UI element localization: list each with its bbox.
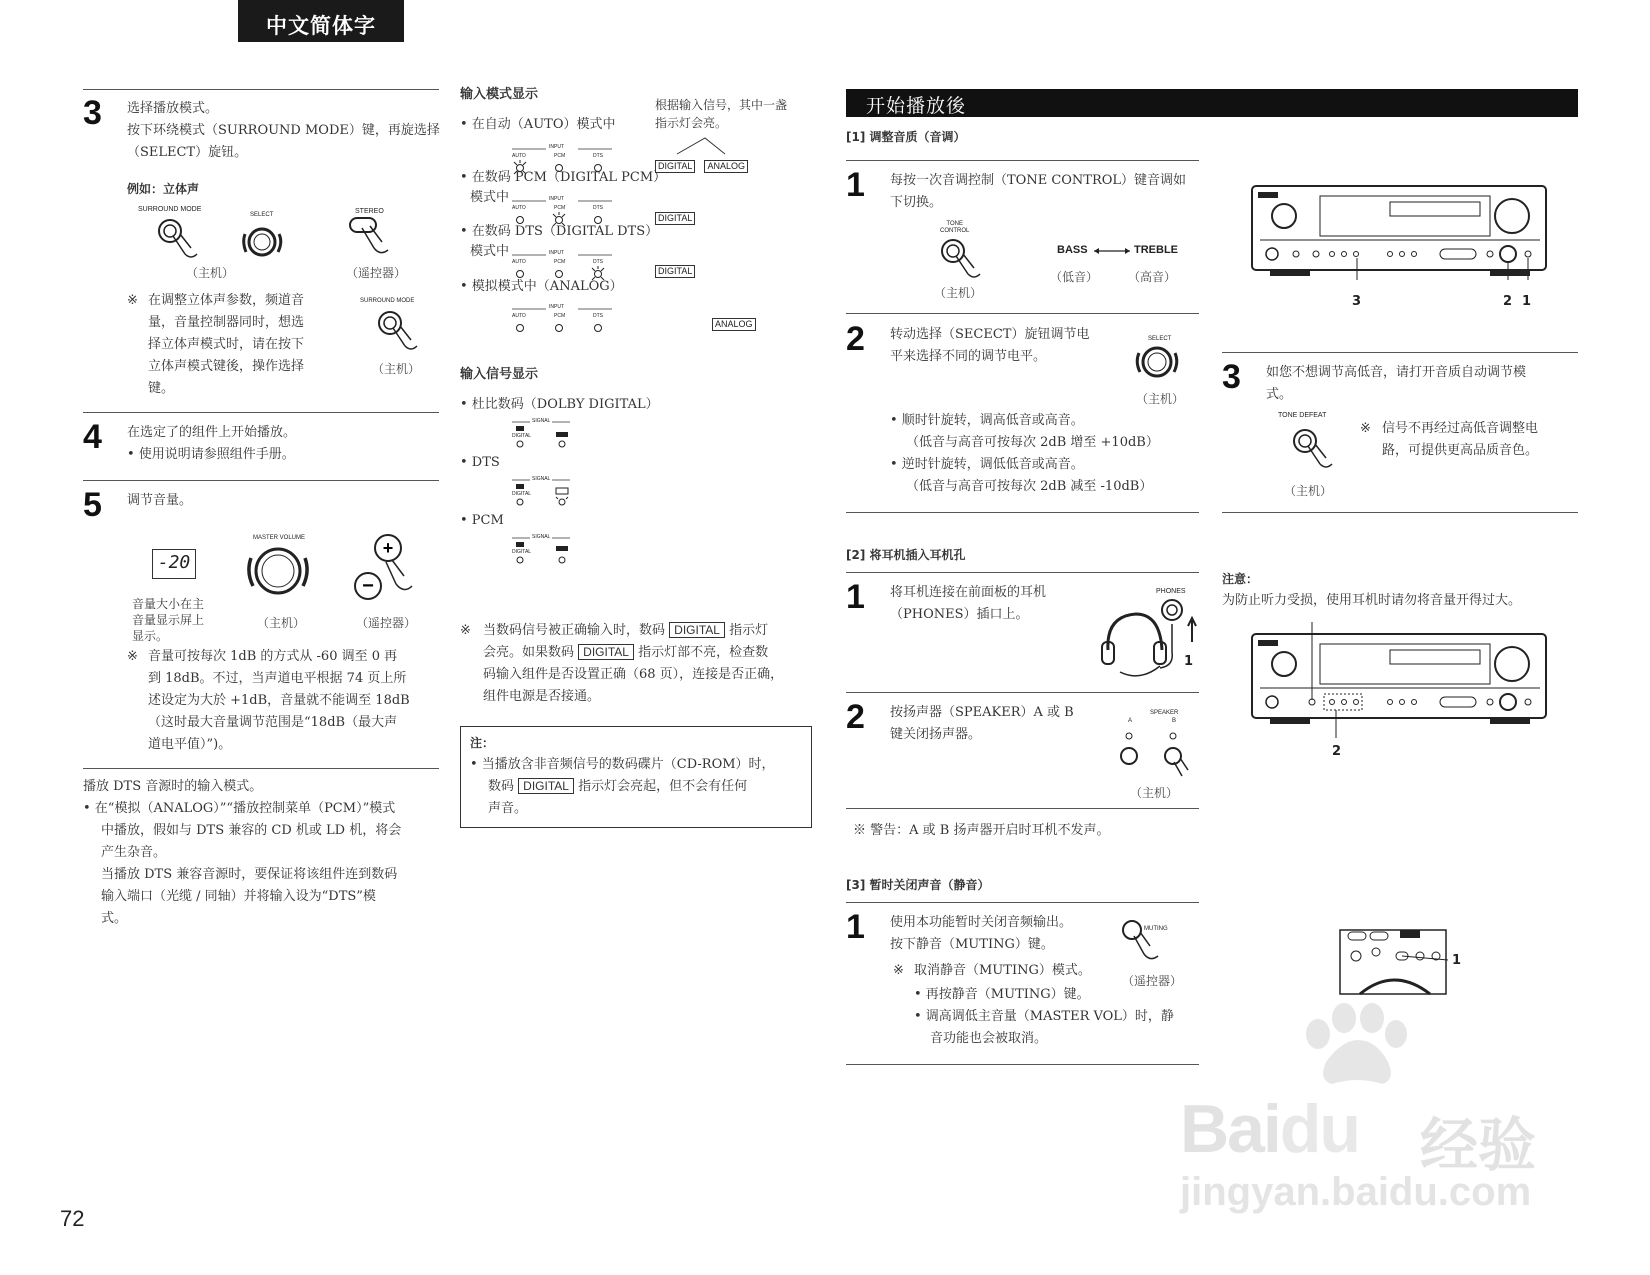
- divider: [846, 1064, 1199, 1065]
- caution-text: 为防止听力受损，使用耳机时请勿将音量开得过大。: [1222, 593, 1522, 608]
- sec1-step-2-text: 转动选择（SECECT）旋钮调节电 平来选择不同的调节电平。: [890, 327, 1090, 364]
- sec1-step-1-text: 每按一次音调控制（TONE CONTROL）键音调如 下切换。: [890, 173, 1187, 210]
- signal-pcm-label: • PCM: [460, 513, 504, 528]
- muting-note-mark: ※: [893, 963, 904, 978]
- language-tab-label: 中文简体字: [266, 14, 376, 38]
- tone-defeat-caption: （主机）: [1284, 484, 1333, 498]
- step-3-number: 3: [83, 94, 102, 132]
- treble-cn: （高音）: [1128, 270, 1177, 284]
- muting-note: 取消静音（MUTING）模式。: [914, 963, 1091, 978]
- step-5-text: 调节音量。: [127, 493, 193, 508]
- ind-dts: DTS: [593, 313, 603, 319]
- device-callout-2: 2: [1503, 294, 1513, 309]
- ind-pcm: PCM: [554, 153, 566, 159]
- step-4-text: 在选定了的组件上开始播放。 • 使用说明请参照组件手册。: [127, 425, 297, 462]
- mode-analog-tags: ANALOG: [712, 312, 756, 331]
- note-box-title: 注：: [470, 736, 495, 750]
- ind-auto: AUTO: [512, 205, 526, 211]
- ind-signal: SIGNAL: [532, 534, 551, 540]
- sec3-step-1-number: 1: [846, 908, 865, 946]
- phones-callout: 1: [1184, 654, 1194, 669]
- watermark-url: jingyan.baidu.com: [1180, 1170, 1532, 1214]
- master-volume-label: MASTER VOLUME: [253, 535, 306, 541]
- ind-input: INPUT: [549, 304, 564, 310]
- surround-mode-button-illustration: [155, 214, 215, 262]
- speaker-label: SPEAKER: [1150, 710, 1179, 716]
- stereo-note: 在调整立体声参数，频道音 量，音量控制器同时，想选 择立体声模式时，请在按下 立体声模式键後，操作选择 键。: [148, 293, 305, 396]
- example-label: 例如：立体声: [127, 182, 200, 196]
- device-callout-3: 3: [1352, 294, 1362, 309]
- ind-signal: SIGNAL: [532, 418, 551, 424]
- main-unit-caption: （主机）: [186, 266, 235, 280]
- sec2-step-1-number: 1: [846, 578, 865, 616]
- sec1-main-caption: （主机）: [934, 286, 983, 300]
- sec2-step-2-text: 按扬声器（SPEAKER）A 或 B 键关闭扬声器。: [890, 705, 1074, 742]
- volume-display-value: -20: [157, 552, 191, 573]
- ind-pcm: PCM: [554, 259, 566, 265]
- divider: [83, 89, 439, 90]
- volume-note: 音量可按每次 1dB 的方式从 -60 调至 0 再 到 18dB。不过，当声道电平根据 74 页上所 述设定为大於 +1dB，音量就不能调至 18dB （这时最大音量调节范围是“18dB（最大声 道电平值）”)。: [148, 649, 410, 752]
- sec1-title: [1] 调整音质（音调）: [846, 130, 966, 144]
- ind-dts: DTS: [593, 259, 603, 265]
- mode-analog-label: • 模拟模式中（ANALOG）: [460, 279, 623, 294]
- tone-defeat-label: TONE DEFEAT: [1278, 412, 1327, 419]
- volume-note-mark: ※: [127, 649, 138, 664]
- mode-dts-indicators: [512, 246, 622, 280]
- mode-pcm-tags: DIGITAL: [655, 206, 695, 225]
- ind-pcm: PCM: [554, 313, 566, 319]
- input-mode-title: 输入模式显示: [460, 87, 539, 102]
- master-volume-knob-illustration: [243, 540, 313, 602]
- step-5-number: 5: [83, 486, 102, 524]
- ind-digital: DIGITAL: [512, 549, 532, 555]
- sec1-step2-main-caption: （主机）: [1136, 392, 1185, 406]
- surround-mode-label: SURROUND MODE: [138, 206, 202, 213]
- ind-auto: AUTO: [512, 153, 526, 159]
- signal-dts-label: • DTS: [460, 455, 500, 470]
- sec2-title: [2] 将耳机插入耳机孔: [846, 548, 966, 562]
- volume-remote-caption: （遥控器）: [356, 616, 417, 630]
- select-label: SELECT: [250, 212, 274, 218]
- ind-input: INPUT: [549, 196, 564, 202]
- divider: [83, 412, 439, 413]
- bass-treble-arrow: [1092, 246, 1132, 256]
- device-callout-1: 1: [1522, 294, 1532, 309]
- speaker-warning: ※ 警告：A 或 B 扬声器开启时耳机不发声。: [853, 823, 1110, 838]
- sec1-step-3-number: 3: [1222, 358, 1241, 396]
- signal-dolby-label: • 杜比数码（DOLBY DIGITAL）: [460, 397, 659, 412]
- sec1-step-2-bullets: • 顺时针旋转，调高低音或高音。 （低音与高音可按每次 2dB 增至 +10dB） • 逆时针旋转，调低低音或高音。 （低音与高音可按每次 2dB 减至 -10dB）: [890, 413, 1159, 494]
- speaker-main-caption: （主机）: [1130, 786, 1179, 800]
- signal-dts-indicators: [512, 476, 572, 506]
- speaker-buttons-illustration: [1116, 726, 1196, 776]
- mode-pcm-label: • 在数码 PCM（DIGITAL PCM） 模式中: [460, 170, 667, 205]
- sec1-step-2-number: 2: [846, 320, 865, 358]
- input-signal-title: 输入信号显示: [460, 367, 539, 382]
- ind-digital: DIGITAL: [512, 433, 532, 439]
- receiver-front-panel-illustration: [1250, 184, 1550, 280]
- step-4-number: 4: [83, 418, 102, 456]
- divider: [846, 902, 1199, 903]
- bass-cn: （低音）: [1050, 270, 1099, 284]
- ind-input: INPUT: [549, 250, 564, 256]
- sec3-title: [3] 暂时关闭声音（静音）: [846, 878, 990, 892]
- mode-auto-label: • 在自动（AUTO）模式中: [460, 117, 616, 132]
- muting-label: MUTING: [1144, 926, 1168, 932]
- sec1-select-knob-illustration: [1132, 340, 1182, 384]
- mode-dts-tags: DIGITAL: [655, 259, 695, 278]
- mode-auto-tags: DIGITAL ANALOG: [655, 154, 748, 173]
- phones-label: PHONES: [1156, 588, 1186, 595]
- input-mode-hint: 根据输入信号，其中一盏 指示灯会亮。: [655, 98, 788, 130]
- ind-auto: AUTO: [512, 259, 526, 265]
- device2-callout: 2: [1332, 744, 1342, 759]
- sec1-select-label: SELECT: [1148, 336, 1172, 342]
- tone-defeat-note-mark: ※: [1360, 421, 1371, 436]
- divider: [846, 313, 1199, 314]
- divider: [846, 572, 1199, 573]
- remote-control-closeup-illustration: [1340, 930, 1460, 996]
- ind-signal: SIGNAL: [532, 476, 551, 482]
- dts-text: • 在“模拟（ANALOG）”“播放控制菜单（PCM）”模式 中播放，假如与 DTS 兼容的 CD 机或 LD 机，将会 产生杂音。 当播放 DTS 兼容音源时，要保证将该组件连到数码 输入端口（光缆 / 同轴）并将输入设为“DTS”模 式。: [83, 801, 402, 926]
- tone-defeat-note: 信号不再经过高低音调整电 路，可提供更高品质音色。: [1382, 421, 1539, 458]
- volume-display-caption: 音量大小在主 音量显示屏上 显示。: [132, 597, 205, 643]
- divider: [83, 768, 439, 769]
- ind-input: INPUT: [549, 144, 564, 150]
- stereo-label: STEREO: [355, 208, 384, 215]
- muting-remote-caption: （遥控器）: [1122, 974, 1183, 988]
- dts-title: 播放 DTS 音源时的输入模式。: [83, 779, 263, 794]
- divider: [846, 808, 1199, 809]
- digital-note: 当数码信号被正确输入时，数码 DIGITAL 指示灯 会亮。如果数码 DIGITAL 指示灯部不亮，检查数 码输入组件是否设置正确（68 页），连接是否正确， 组件电源是否接通。: [483, 623, 784, 704]
- receiver-front-panel-illustration-2: [1250, 622, 1550, 738]
- divider: [1222, 352, 1578, 353]
- bass-label: BASS: [1057, 244, 1088, 256]
- mode-dts-label: • 在数码 DTS（DIGITAL DTS） 模式中: [460, 224, 659, 259]
- signal-dolby-indicators: [512, 418, 572, 448]
- note-main-caption: （主机）: [372, 362, 421, 376]
- divider: [83, 480, 439, 481]
- sec3-step-1-text: 使用本功能暂时关闭音频输出。 按下静音（MUTING）键。: [890, 915, 1073, 952]
- divider: [846, 160, 1199, 161]
- tone-control-label: TONE CONTROL: [940, 221, 970, 234]
- mode-analog-indicators: [512, 300, 622, 334]
- sec1-step-1-number: 1: [846, 166, 865, 204]
- volume-up-down-buttons-illustration: [352, 532, 422, 612]
- select-knob-illustration: [240, 220, 288, 264]
- divider: [1222, 512, 1578, 513]
- remote-callout: 1: [1452, 953, 1462, 968]
- note-box-text: • 当播放含非音频信号的数码碟片（CD-ROM）时， 数码 DIGITAL 指示灯会亮起，但不会有任何 声音。: [470, 757, 775, 816]
- ind-digital: DIGITAL: [512, 491, 532, 497]
- ind-pcm: PCM: [554, 205, 566, 211]
- note-mark: ※: [127, 293, 138, 308]
- svg-text:+: +: [382, 538, 394, 558]
- hint-pointer-lines: [675, 136, 735, 156]
- page-number: 72: [60, 1206, 85, 1231]
- digital-note-mark: ※: [460, 623, 471, 638]
- tone-defeat-button-illustration: [1290, 426, 1350, 474]
- ind-dts: DTS: [593, 205, 603, 211]
- ind-auto: AUTO: [512, 313, 526, 319]
- remote-caption: （遥控器）: [346, 266, 407, 280]
- speaker-a-label: A: [1128, 718, 1133, 724]
- ind-dts: DTS: [593, 153, 603, 159]
- divider: [846, 512, 1199, 513]
- mode-pcm-indicators: [512, 192, 622, 226]
- caution-title: 注意：: [1222, 572, 1259, 586]
- muting-bullets: • 再按静音（MUTING）键。 • 调高调低主音量（MASTER VOL）时，静 音功能也会被取消。: [914, 987, 1174, 1046]
- divider: [846, 692, 1199, 693]
- section-banner-title: 开始播放後: [866, 95, 967, 117]
- sec1-step-3-text: 如您不想调节高低音，请打开音质自动调节模 式。: [1266, 365, 1527, 402]
- speaker-b-label: B: [1172, 718, 1177, 724]
- baidu-paw-watermark-icon: [1296, 1000, 1406, 1090]
- svg-text:−: −: [362, 575, 374, 597]
- treble-label: TREBLE: [1134, 244, 1178, 256]
- volume-main-caption: （主机）: [257, 616, 306, 630]
- watermark-cn: 经验: [1420, 1111, 1537, 1179]
- note-surround-button-illustration: [375, 306, 435, 354]
- stereo-button-illustration: [348, 214, 408, 258]
- sec2-step-2-number: 2: [846, 698, 865, 736]
- watermark-brand: Baidu: [1180, 1091, 1359, 1167]
- tone-control-button-illustration: [938, 236, 998, 284]
- sec2-step-1-text: 将耳机连接在前面板的耳机 （PHONES）插口上。: [890, 585, 1047, 622]
- step-3-text: 选择播放模式。 按下环绕模式（SURROUND MODE）键，再旋选择 （SELECT）旋钮。: [127, 101, 440, 160]
- headphones-illustration: [1100, 596, 1210, 682]
- signal-pcm-indicators: [512, 534, 572, 564]
- note-surround-label: SURROUND MODE: [360, 298, 415, 304]
